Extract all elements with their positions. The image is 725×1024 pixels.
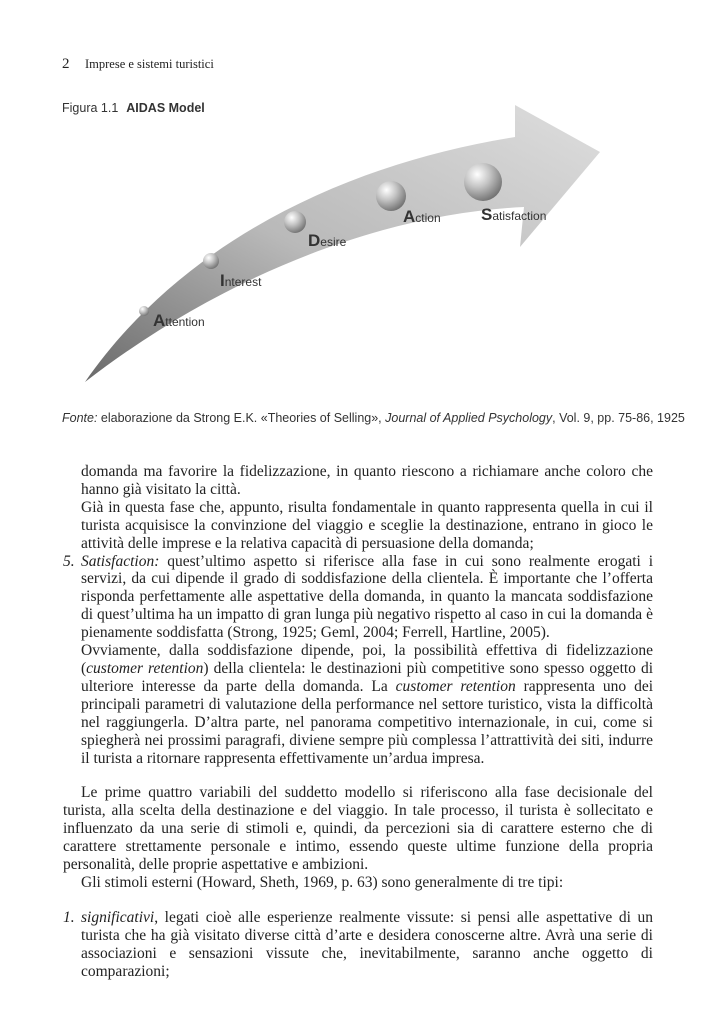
attention-sphere: [139, 306, 149, 316]
source-journal: Journal of Applied Psychology: [385, 411, 553, 425]
list-item-significativi: [63, 909, 653, 981]
list-term: significativi: [81, 908, 155, 926]
stage-label: ttention: [165, 315, 205, 329]
list-marker: 5.: [63, 552, 75, 570]
list-marker: 1.: [63, 908, 75, 926]
stage-initial: I: [220, 271, 225, 290]
paragraph: Già in questa fase che, appunto, risulta fondamentale in quanto rappresenta quella in cui il turista acquisisce la convinzione del viaggio e sceglie la destinazione, entrano in gioco le attività delle imprese e la relativa capacità di persuasione della domanda;: [81, 498, 653, 552]
interest-sphere: [203, 253, 219, 269]
action-sphere: [376, 181, 406, 211]
running-head: [62, 56, 214, 73]
stage-initial: A: [403, 207, 416, 226]
running-title: Imprese e sistemi turistici: [85, 57, 214, 71]
figure-number: Figura 1.1: [62, 101, 119, 115]
stage-initial: S: [481, 205, 493, 224]
list-text: quest’ultimo aspetto si riferisce alla fase in cui sono realmente erogati i servizi, da cui dipende il grado di soddisfazione della clientela. È importante che l’offerta risponda perfettamente alle aspettative della domanda, in quanto la mancata soddisfazione di quest’ultima ha un impatto di gran lunga più negativo rispetto al caso in cui la domanda è pienamente soddisfatta (Strong, 1925; Geml, 2004; Ferrell, Hartline, 2005).: [81, 552, 653, 642]
figure-title: AIDAS Model: [126, 101, 205, 115]
paragraph: Ovviamente, dalla soddisfazione dipende, poi, la possibilità effettiva di fidelizzazione (customer retention) della clientela: le destinazioni più competitive sono spesso oggetto di ulteriore interesse da parte della domanda. La customer retention rappresenta uno dei principali parametri di valutazione della performance nel settore turistico, vista la difficoltà nel raggiungerla. D’altra parte, nel panorama competitivo internazionale, in cui, come si spiegherà nei prossimi paragrafi, diviene sempre più complessa l’attrattività dei siti, indurre il turista a ritornare rappresenta effettivamente un’ardua impresa.: [81, 642, 653, 767]
paragraph: domanda ma favorire la fidelizzazione, in quanto riescono a richiamare anche coloro che hanno già visitato la città.: [81, 463, 653, 498]
list-term: Satisfaction:: [81, 552, 160, 570]
source-text: elaborazione da Strong E.K. «Theories of Selling»,: [97, 411, 386, 425]
stage-label: atisfaction: [492, 209, 547, 223]
stage-initial: D: [308, 231, 321, 250]
figure-source: [62, 411, 685, 425]
list-item-satisfaction: [63, 553, 653, 768]
page-number: 2: [62, 56, 70, 72]
satisfaction-sphere: [464, 163, 502, 201]
source-label: Fonte:: [62, 411, 98, 425]
stage-label: nterest: [224, 275, 262, 289]
aidas-diagram: [60, 95, 670, 405]
stage-label: esire: [320, 235, 347, 249]
source-details: , Vol. 9, pp. 75-86, 1925: [552, 411, 685, 425]
paragraph: Gli stimoli esterni (Howard, Sheth, 1969, p. 63) sono generalmente di tre tipi:: [81, 873, 564, 891]
paragraph: Le prime quattro variabili del suddetto modello si riferiscono alla fase decisionale del turista, alla scelta della destinazione e del viaggio. In tale processo, il turista è sollecitato e influenzato da una serie di stimoli e, quindi, da percezioni sia di carattere esterno che di carattere strettamente personale e intimo, essendo queste ultime funzione della propria personalità, delle proprie aspettative e ambizioni.: [63, 784, 653, 874]
stage-label: ction: [415, 211, 441, 225]
desire-sphere: [284, 211, 306, 233]
stage-initial: A: [153, 311, 166, 330]
list-text: , legati cioè alle esperienze realmente vissute: si pensi alle aspettative di un turista che ha già visitato diverse città d’arte e desidera conoscerne altre. Avrà una serie di associazioni e sensazioni vissute che, inevitabilmente, saranno anche oggetto di comparazioni;: [81, 908, 653, 980]
body-text: [63, 463, 653, 980]
